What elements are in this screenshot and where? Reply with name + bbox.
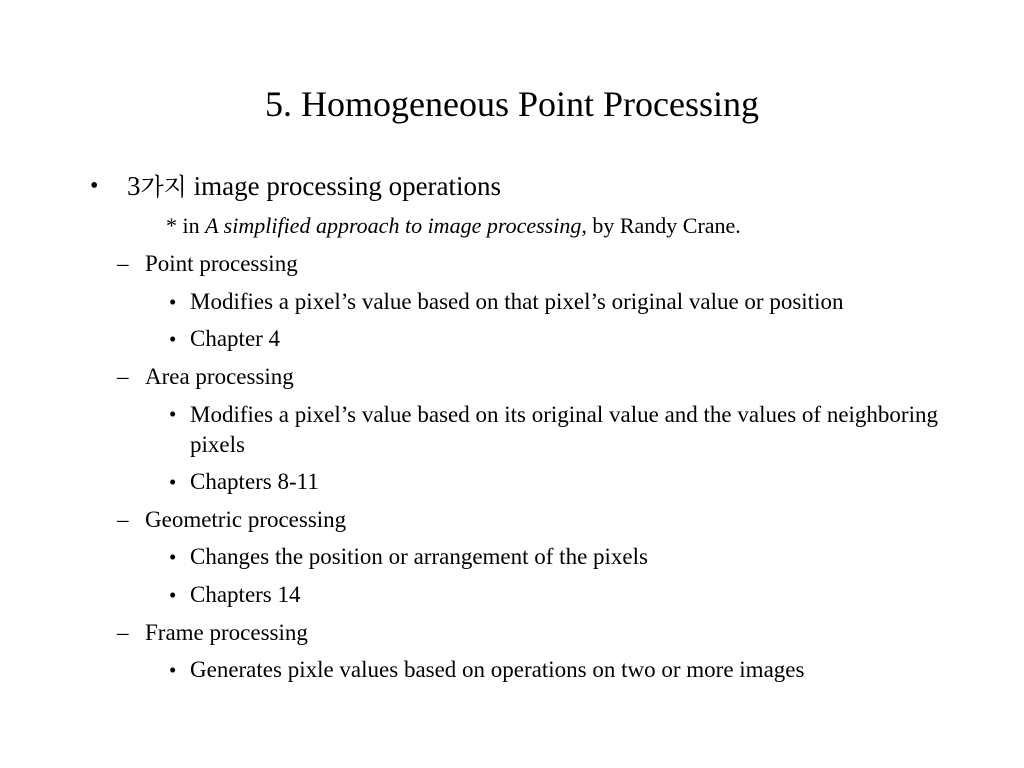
sub-bullet-marker: • bbox=[169, 290, 177, 314]
section-label-frame-processing: Frame processing bbox=[145, 620, 308, 645]
list-item: Changes the position or arrangement of the pixels bbox=[190, 544, 648, 569]
sub-bullet-marker: • bbox=[169, 658, 177, 682]
sub-bullet-marker: • bbox=[169, 545, 177, 569]
section-label-geometric-processing: Geometric processing bbox=[145, 507, 347, 532]
note-suffix: , by Randy Crane. bbox=[581, 213, 741, 238]
main-bullet-korean: 가지 bbox=[140, 173, 187, 201]
section-dash-geometric: – bbox=[117, 507, 129, 532]
list-item: Chapters 14 bbox=[190, 582, 301, 607]
section-label-point-processing: Point processing bbox=[145, 251, 298, 276]
list-item: Modifies a pixel’s value based on that pixel’s original value or position bbox=[190, 289, 844, 314]
note-book-title: A simplified approach to image processing bbox=[205, 213, 582, 238]
main-bullet-marker: • bbox=[90, 173, 99, 199]
sub-bullet-marker: • bbox=[169, 583, 177, 607]
list-item: Generates pixle values based on operations on two or more images bbox=[190, 657, 805, 682]
section-label-area-processing: Area processing bbox=[145, 364, 294, 389]
note-prefix: * in bbox=[166, 213, 206, 238]
section-dash-frame: – bbox=[117, 620, 129, 645]
slide-title: 5. Homogeneous Point Processing bbox=[265, 84, 759, 124]
main-bullet-text: image processing operations bbox=[186, 171, 502, 201]
section-dash-point: – bbox=[117, 251, 129, 276]
list-item: Modifies a pixel’s value based on its original value and the values of neighboring pixels bbox=[190, 402, 938, 457]
list-item: Chapters 8-11 bbox=[190, 469, 319, 494]
main-bullet bbox=[127, 170, 501, 203]
reference-note bbox=[166, 212, 741, 240]
main-bullet-number: 3 bbox=[127, 171, 141, 201]
sub-bullet-marker: • bbox=[169, 327, 177, 351]
section-dash-area: – bbox=[117, 364, 129, 389]
sub-bullet-marker: • bbox=[169, 402, 177, 426]
list-item: Chapter 4 bbox=[190, 326, 281, 351]
sub-bullet-marker: • bbox=[169, 470, 177, 494]
